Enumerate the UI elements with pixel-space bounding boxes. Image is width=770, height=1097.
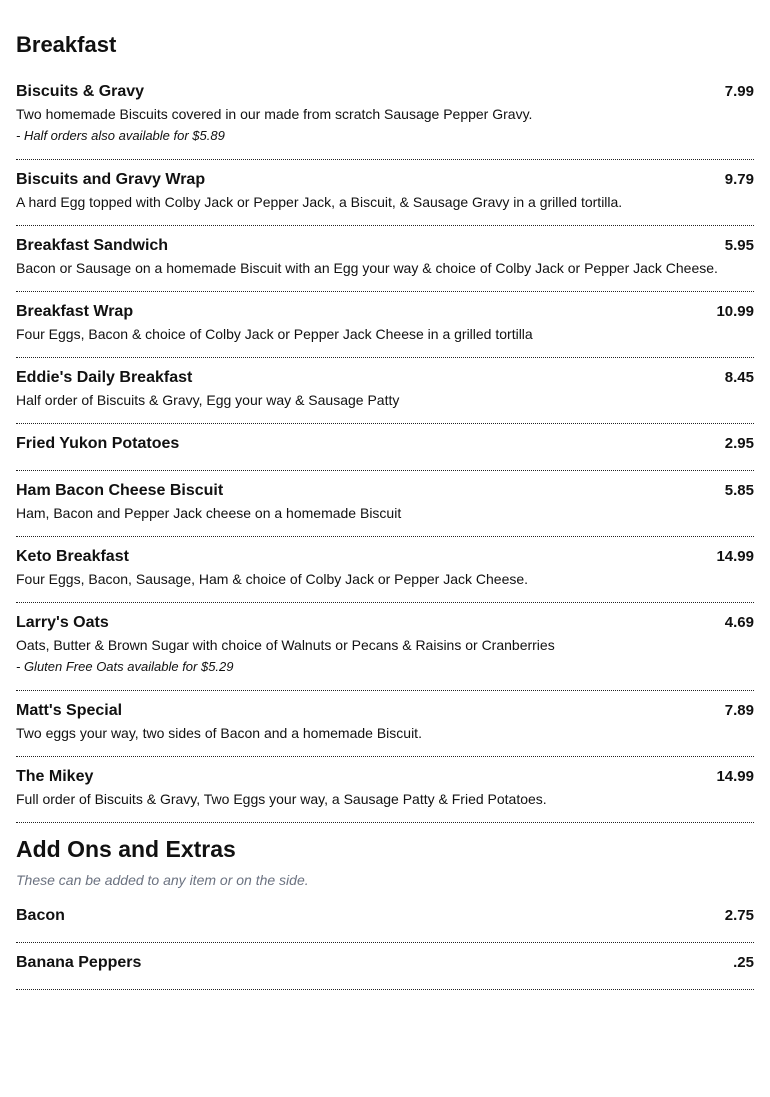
menu-item-description: Four Eggs, Bacon & choice of Colby Jack or Pepper Jack Cheese in a grilled tortilla	[16, 326, 533, 342]
menu-item-description: Full order of Biscuits & Gravy, Two Eggs your way, a Sausage Patty & Fried Potatoes.	[16, 791, 547, 807]
menu-item-header	[16, 905, 754, 927]
menu-item[interactable]	[16, 943, 754, 990]
menu-item-price: 7.99	[724, 83, 754, 100]
menu-item-price: 14.99	[716, 548, 754, 565]
menu-item-header	[16, 433, 754, 455]
menu-item[interactable]	[16, 160, 754, 226]
breakfast-items	[16, 81, 754, 823]
menu-item-header	[16, 301, 754, 323]
menu-item-price: 7.89	[724, 702, 754, 719]
addons-section-title: Add Ons and Extras	[16, 836, 236, 862]
menu-item-header	[16, 700, 754, 722]
menu-item-price: .25	[733, 954, 754, 971]
menu-item-header	[16, 952, 754, 974]
menu-item-price: 14.99	[716, 768, 754, 785]
menu-item-header	[16, 766, 754, 788]
menu-item[interactable]	[16, 537, 754, 603]
menu-item-name: Biscuits & Gravy	[16, 83, 145, 100]
menu-item-description: Four Eggs, Bacon, Sausage, Ham & choice of Colby Jack or Pepper Jack Cheese.	[16, 571, 529, 587]
addons-items	[16, 905, 754, 990]
menu-item-price: 10.99	[716, 303, 754, 320]
menu-item-description: Ham, Bacon and Pepper Jack cheese on a homemade Biscuit	[16, 505, 402, 521]
menu-item[interactable]	[16, 292, 754, 358]
menu-item-name: Biscuits and Gravy Wrap	[16, 171, 206, 188]
menu-item-name: Bacon	[16, 907, 65, 924]
addons-section-note: These can be added to any item or on the side.	[16, 872, 309, 888]
menu-item-price: 2.95	[724, 435, 754, 452]
menu-item-header	[16, 480, 754, 502]
menu-item-name: Larry's Oats	[16, 614, 109, 631]
menu-item-name: Matt's Special	[16, 702, 123, 719]
menu-item-header	[16, 235, 754, 257]
menu-item[interactable]	[16, 424, 754, 471]
menu-item-header	[16, 546, 754, 568]
menu-item-description: Half order of Biscuits & Gravy, Egg your way & Sausage Patty	[16, 392, 400, 408]
menu-item-price: 2.75	[724, 907, 754, 924]
menu-item[interactable]	[16, 603, 754, 691]
menu-item-description: Oats, Butter & Brown Sugar with choice of Walnuts or Pecans & Raisins or Cranberries	[16, 637, 555, 653]
menu-item-header	[16, 367, 754, 389]
breakfast-section-title: Breakfast	[16, 32, 117, 57]
menu-item[interactable]	[16, 358, 754, 424]
menu-item-description: Two homemade Biscuits covered in our made from scratch Sausage Pepper Gravy.	[16, 106, 533, 122]
menu-item-name: The Mikey	[16, 768, 94, 785]
menu-item[interactable]	[16, 905, 754, 943]
menu-item-description: Bacon or Sausage on a homemade Biscuit with an Egg your way & choice of Colby Jack or Pepper Jack Cheese.	[16, 260, 718, 276]
menu-item-name: Fried Yukon Potatoes	[16, 435, 180, 452]
menu-item-header	[16, 169, 754, 191]
menu-item-name: Breakfast Sandwich	[16, 237, 169, 254]
menu-item[interactable]	[16, 226, 754, 292]
menu-item-price: 4.69	[724, 614, 754, 631]
menu-item-name: Keto Breakfast	[16, 548, 129, 565]
menu-item[interactable]	[16, 81, 754, 160]
menu-item-note: - Gluten Free Oats available for $5.29	[16, 659, 234, 674]
menu-item-price: 8.45	[724, 369, 754, 386]
menu-item-header	[16, 81, 754, 103]
menu-item-description: A hard Egg topped with Colby Jack or Pepper Jack, a Biscuit, & Sausage Gravy in a grilled tortilla.	[16, 194, 623, 210]
menu-item-name: Banana Peppers	[16, 954, 142, 971]
menu-item[interactable]	[16, 757, 754, 823]
menu-item[interactable]	[16, 691, 754, 757]
menu-item-header	[16, 612, 754, 634]
menu-item-price: 5.95	[724, 237, 754, 254]
menu-item-name: Eddie's Daily Breakfast	[16, 369, 193, 386]
menu-item-price: 9.79	[724, 171, 754, 188]
menu-item-price: 5.85	[724, 482, 754, 499]
menu-item-note: - Half orders also available for $5.89	[16, 128, 225, 143]
menu-item-description: Two eggs your way, two sides of Bacon and a homemade Biscuit.	[16, 725, 422, 741]
menu-item[interactable]	[16, 471, 754, 537]
menu-item-name: Ham Bacon Cheese Biscuit	[16, 482, 224, 499]
menu-item-name: Breakfast Wrap	[16, 303, 134, 320]
